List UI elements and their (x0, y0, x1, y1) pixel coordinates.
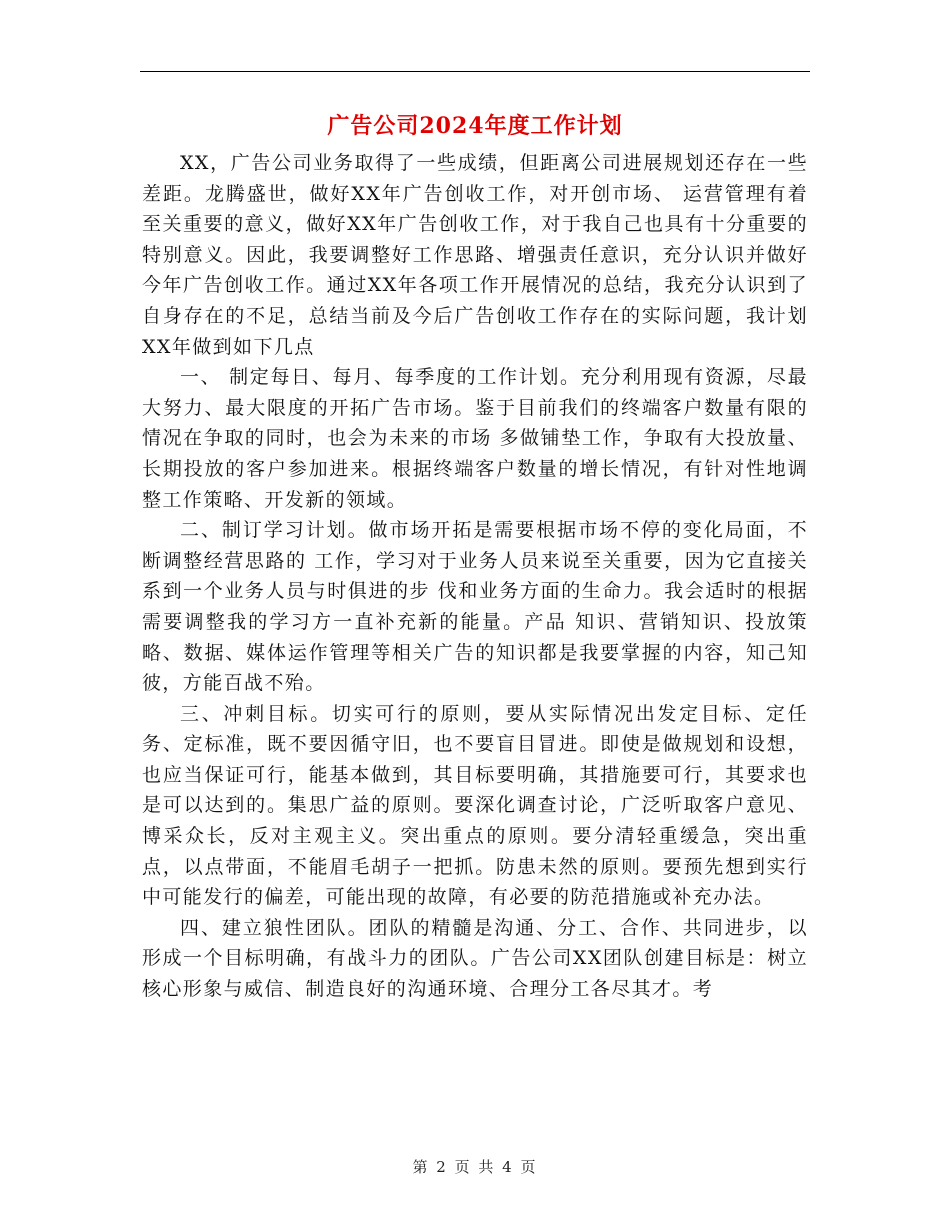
paragraph-section-3: 三、冲刺目标。切实可行的原则，要从实际情况出发定目标、定任务、定标准，既不要因循守旧，也不要盲目冒进。即使是做规划和设想，也应当保证可行，能基本做到，其目标要明确，其措施要可行，其要求也是可以达到的。集思广益的原则。要深化调查讨论，广泛听取客户意见、博采众长，反对主观主义。突出重点的原则。要分清轻重缓急，突出重点，以点带面，不能眉毛胡子一把抓。防患未然的原则。要预先想到实行中可能发行的偏差，可能出现的故障，有必要的防范措施或补充办法。 (142, 702, 808, 909)
document-body (142, 148, 808, 1005)
page-number-footer: 第 2 页 共 4 页 (412, 1158, 538, 1176)
paragraph-section-1: 一、 制定每日、每月、每季度的工作计划。充分利用现有资源，尽最大努力、最大限度的开拓广告市场。鉴于目前我们的终端客户数量有限的情况在争取的同时，也会为未来的市场 多做铺垫工作，争取有大投放量、长期投放的客户参加进来。根据终端客户数量的增长情况，有针对性地调整工作策略、开发新的领域。 (142, 366, 808, 511)
paragraph-section-2: 二、制订学习计划。做市场开拓是需要根据市场不停的变化局面，不断调整经营思路的 工作，学习对于业务人员来说至关重要，因为它直接关系到一个业务人员与时俱进的步 伐和业务方面的生命力。我会适时的根据需要调整我的学习方一直补充新的能量。产品 知识、营销知识、投放策略、数据、媒体运作管理等相关广告的知识都是我要掌握的内容，知己知彼，方能百战不殆。 (142, 519, 808, 695)
document-title: 广告公司2024年度工作计划 (327, 113, 623, 139)
paragraph-section-4: 四、建立狼性团队。团队的精髓是沟通、分工、合作、共同进步，以形成一个目标明确，有战斗力的团队。广告公司XX团队创建目标是：树立核心形象与威信、制造良好的沟通环境、合理分工各尽其才。考 (142, 916, 808, 1001)
header-rule (140, 71, 810, 72)
paragraph-intro: XX，广告公司业务取得了一些成绩，但距离公司进展规划还存在一些差距。龙腾盛世，做好XX年广告创收工作，对开创市场、 运营管理有着至关重要的意义，做好XX年广告创收工作，对于我自己也具有十分重要的特别意义。因此，我要调整好工作思路、增强责任意识，充分认识并做好今年广告创收工作。通过XX年各项工作开展情况的总结，我充分认识到了自身存在的不足，总结当前及今后广告创收工作存在的实际问题，我计划XX年做到如下几点 (142, 152, 808, 358)
